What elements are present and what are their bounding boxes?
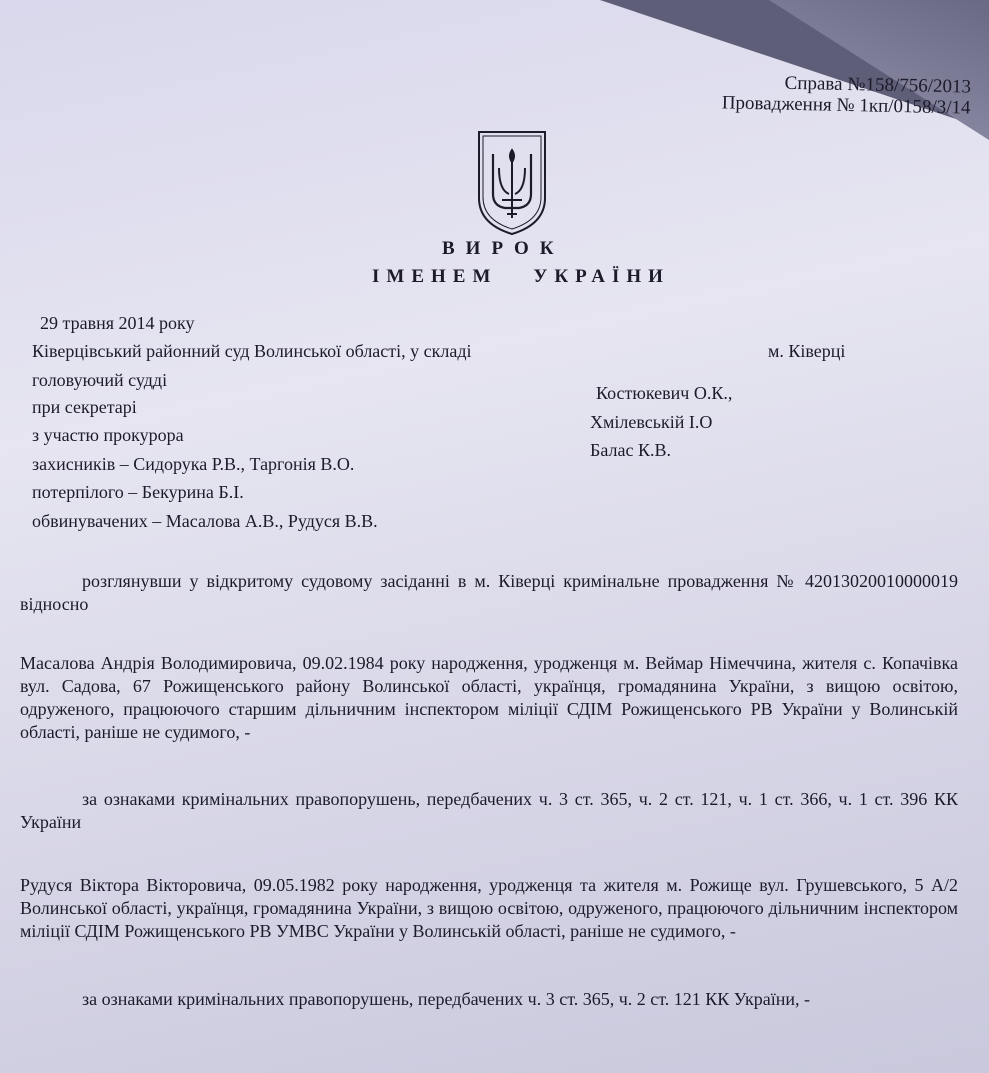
- intro-paragraph: розглянувши у відкритому судовому засіданні в м. Ківерці кримінальне провадження № 42013020010000019 відносно: [20, 571, 958, 614]
- prosecutor-name: Балас К.В.: [590, 440, 671, 460]
- case-reference: [722, 71, 972, 118]
- subtitle-word-1: ІМЕНЕМ: [372, 266, 498, 287]
- prosecutor-label: з участю прокурора: [32, 425, 184, 445]
- court-city: м. Ківерці: [768, 341, 846, 361]
- accused-2-charges: за ознаками кримінальних правопорушень, передбачених ч. 3 ст. 365, ч. 2 ст. 121 КК України, -: [82, 989, 810, 1009]
- court-name: Ківерцівський районний суд Волинської області, у складі: [32, 341, 472, 361]
- verdict-subtitle: [372, 266, 670, 288]
- proceeding-number: Провадження № 1кп/0158/3/14: [721, 92, 971, 119]
- secretary-label: при секретарі: [32, 397, 137, 417]
- verdict-date: 29 травня 2014 року: [40, 313, 195, 333]
- secretary-name: Хмілевській І.О: [590, 412, 713, 432]
- judge-label: головуючий судді: [32, 370, 168, 390]
- subtitle-word-2: УКРАЇНИ: [533, 266, 670, 287]
- verdict-title: ВИРОК: [442, 238, 565, 259]
- accused-line: обвинувачених – Масалова А.В., Рудуся В.В.: [32, 511, 378, 531]
- coat-of-arms-icon: [475, 128, 549, 236]
- accused-1-details: Масалова Андрія Володимировича, 09.02.1984 року народження, уродженця м. Веймар Німеччина, жителя с. Копачівка вул. Садова, 67 Рожищенського району Волинської області, українця, громадянина України, з вищою освітою, одруженого, працюючого старшим дільничним інспектором міліції СДІМ Рожищенського РВ України у Волинській області, раніше не судимого, -: [20, 653, 958, 742]
- defenders-line: захисників – Сидорука Р.В., Таргонія В.О.: [32, 454, 355, 474]
- judge-name: Костюкевич О.К.,: [596, 383, 733, 403]
- victim-line: потерпілого – Бекурина Б.І.: [32, 482, 244, 502]
- accused-1-charges: за ознаками кримінальних правопорушень, передбачених ч. 3 ст. 365, ч. 2 ст. 121, ч. 1 ст. 366, ч. 1 ст. 396 КК України: [20, 789, 958, 832]
- case-number: Справа №158/756/2013: [784, 72, 972, 98]
- accused-2-details: Рудуся Віктора Вікторовича, 09.05.1982 року народження, уродженця та жителя м. Рожище вул. Грушевського, 5 А/2 Волинської області, українця, громадянина України, з вищою освітою, одруженого, працюючого дільничним інспектором міліції СДІМ Рожищенського РВ УМВС України у Волинській області, раніше не судимого, -: [20, 875, 958, 941]
